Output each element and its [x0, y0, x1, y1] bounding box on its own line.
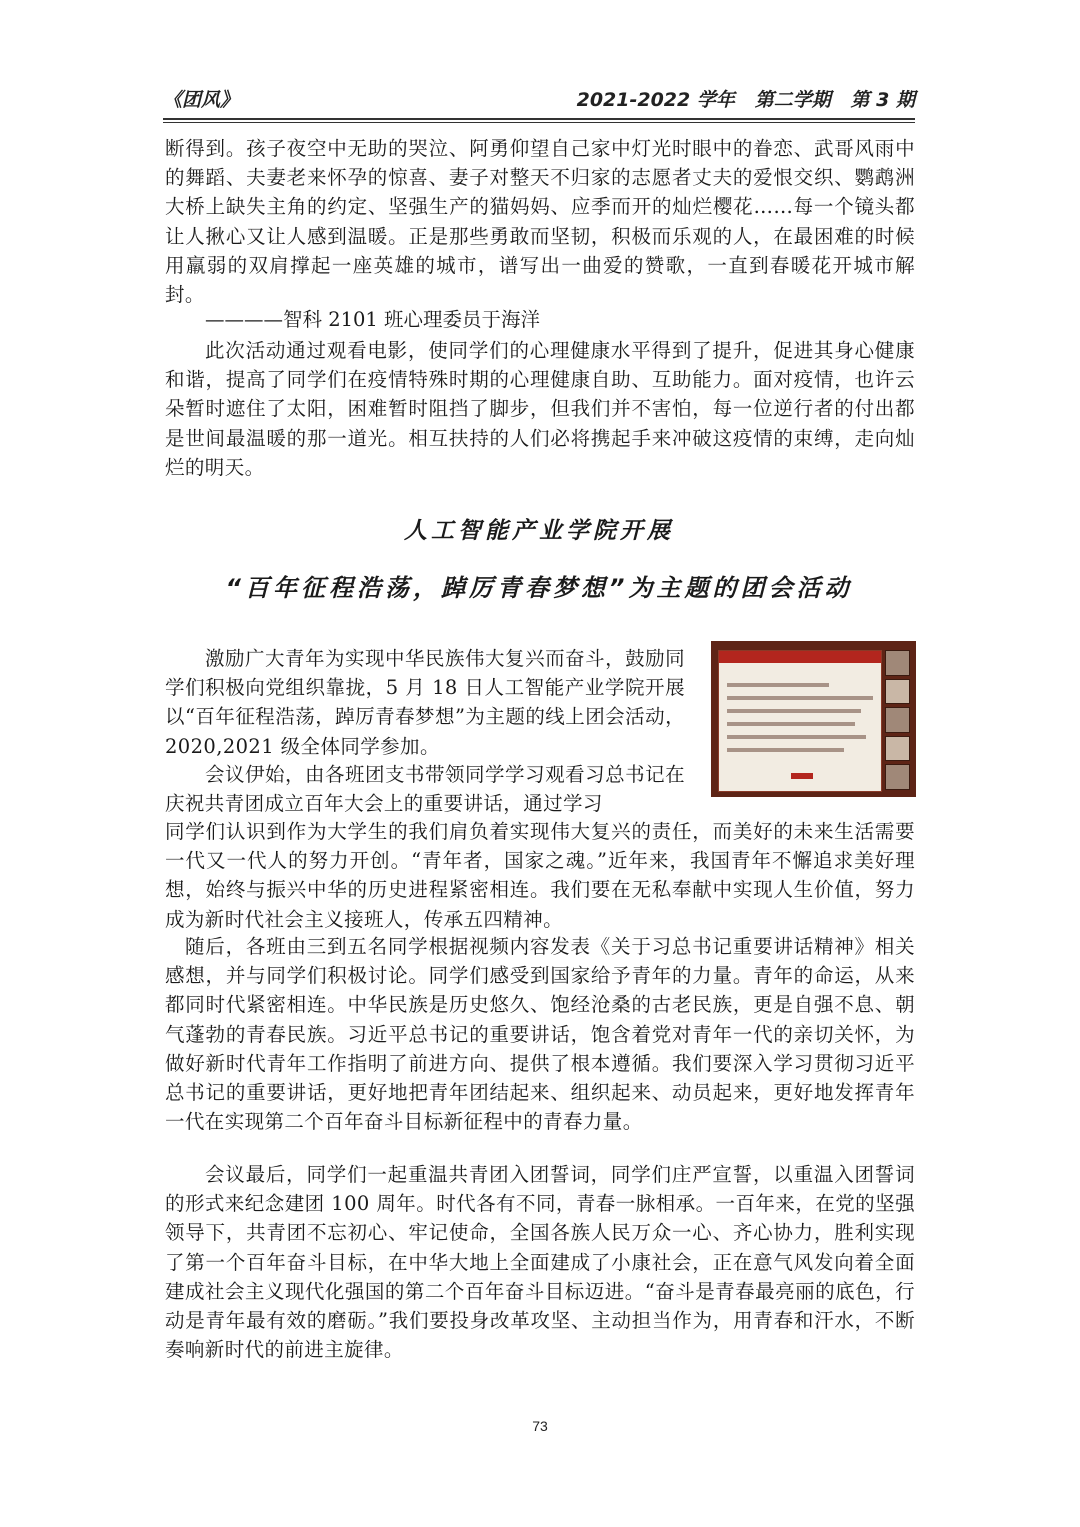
header-rule-thin [163, 122, 915, 123]
shared-slide [718, 650, 882, 792]
article-paragraph: 会议伊始，由各班团支书带领同学学习观看习总书记在庆祝共青团成立百年大会上的重要讲话，通过学习 [165, 763, 685, 816]
participant-thumbnail [885, 764, 910, 790]
article-paragraph: 会议最后，同学们一起重温共青团入团誓词，同学们庄严宣誓，以重温入团誓词的形式来纪念建团 100 周年。时代各有不同，青春一脉相承。一百年来，在党的坚强领导下，共青团不忘初心、牢记使命，全国各族人民万众一心、齐心协力，胜利实现了第一个百年奋斗目标，在中华大地上全面建成了小康社会，正在意气风发向着全面建成社会主义现代化强国的第二个百年奋斗目标迈进。“奋斗是青春最亮丽的底色，行动是青年最有效的磨砺。”我们要投身改革攻坚、主动担当作为，用青春和汗水，不断奏响新时代的前进主旋律。 [165, 1163, 915, 1362]
participant-gallery [885, 650, 910, 790]
participant-thumbnail [885, 707, 910, 733]
page-header [163, 78, 915, 112]
article-paragraph: 随后，各班由三到五名同学根据视频内容发表《关于习总书记重要讲话精神》相关感想，并与同学们积极讨论。同学们感受到国家给予青年的力量。青年的命运，从来都同时代紧密相连。中华民族是历史悠久、饱经沧桑的古老民族，更是自强不息、朝气蓬勃的青春民族。习近平总书记的重要讲话，饱含着党对青年一代的亲切关怀，为做好新时代青年工作指明了前进方向、提供了根本遵循。我们要深入学习贯彻习近平总书记的重要讲话，更好地把青年团结起来、组织起来、动员起来，更好地发挥青年一代在实现第二个百年奋斗目标新征程中的青春力量。 [165, 935, 915, 1134]
article-paragraph: 激励广大青年为实现中华民族伟大复兴而奋斗，鼓励同学们积极向党组织靠拢，5 月 18 日人工智能产业学院开展以“百年征程浩荡，踔厉青春梦想”为主题的线上团会活动，2020,2021 级全体同学参加。 [165, 647, 685, 758]
article-title-line2: “百年征程浩荡，踔厉青春梦想”为主题的团会活动 [225, 574, 853, 602]
header-rule [163, 118, 915, 120]
meeting-screenshot-icon [711, 641, 916, 797]
article-paragraph: 同学们认识到作为大学生的我们肩负着实现伟大复兴的责任，而美好的未来生活需要一代又一代人的努力开创。“青年者，国家之魂。”近年来，我国青年不懈追求美好理想，始终与振兴中华的历史进程紧密相连。我们要在无私奉献中实现人生价值，努力成为新时代社会主义接班人，传承五四精神。 [165, 820, 915, 931]
slide-text-lines [727, 683, 873, 761]
prev-article-conclusion: 此次活动通过观看电影，使同学们的心理健康水平得到了提升，促进其身心健康和谐，提高了同学们在疫情特殊时期的心理健康自助、互助能力。面对疫情，也许云朵暂时遮住了太阳，困难暂时阻挡了脚步，但我们并不害怕，每一位逆行者的付出都是世间最温暖的那一道光。相互扶持的人们必将携起手来冲破这疫情的束缚，走向灿烂的明天。 [165, 339, 915, 479]
prev-article-paragraph: 断得到。孩子夜空中无助的哭泣、阿勇仰望自己家中灯光时眼中的眷恋、武哥风雨中的舞蹈、夫妻老来怀孕的惊喜、妻子对整天不归家的志愿者丈夫的爱恨交织、鹦鹉洲大桥上缺失主角的约定、坚强生产的猫妈妈、应季而开的灿烂樱花……每一个镜头都让人揪心又让人感到温暖。正是那些勇敢而坚韧，积极而乐观的人，在最困难的时候用羸弱的双肩撑起一座英雄的城市，谱写出一曲爱的赞歌，一直到春暖花开城市解封。 [165, 137, 915, 307]
article-title-line1: 人工智能产业学院开展 [404, 518, 674, 544]
page-number: 73 [532, 1418, 548, 1434]
journal-title: 《团风》 [163, 89, 240, 111]
prev-article-signature: ————智科 2101 班心理委员于海洋 [205, 308, 541, 331]
slide-banner [719, 651, 881, 663]
participant-thumbnail [885, 679, 910, 705]
issue-info: 2021-2022 学年 第二学期 第 3 期 [576, 89, 915, 111]
participant-thumbnail [885, 736, 910, 762]
slide-stamp [791, 773, 813, 779]
participant-thumbnail [885, 650, 910, 676]
